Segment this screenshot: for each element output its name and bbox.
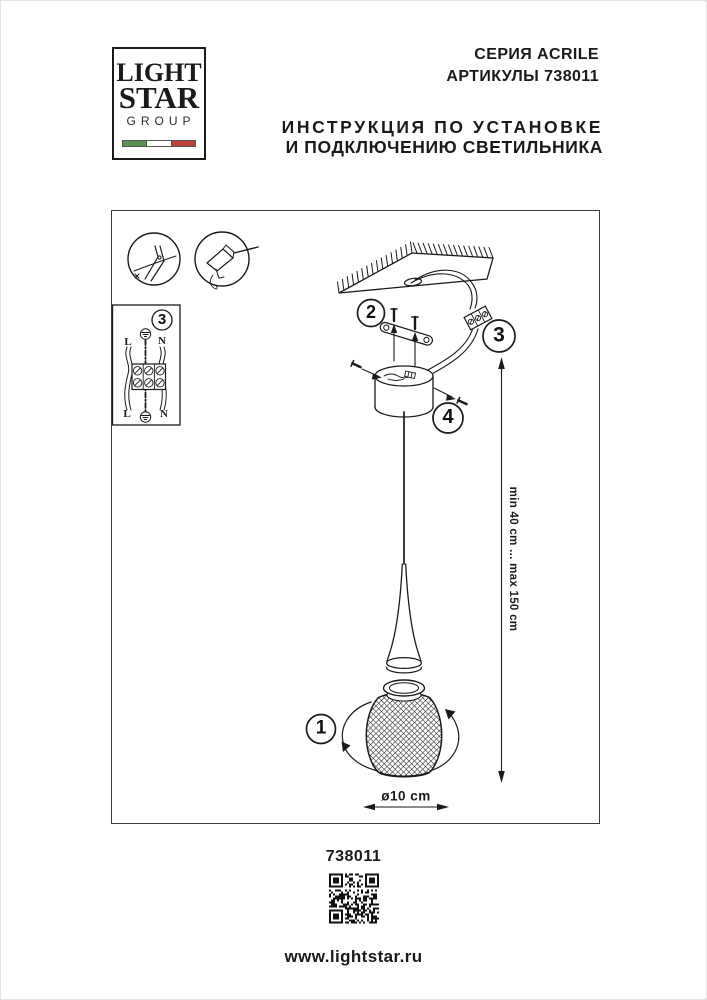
qr-code [327, 871, 381, 926]
wiring-label-l-top: L [124, 336, 132, 348]
canopy [375, 366, 433, 417]
wiring-diagram [113, 305, 181, 425]
height-dimension-label: min 40 cm ... max 150 cm [507, 486, 519, 632]
callout-4-number: 4 [442, 406, 454, 429]
flag-red [172, 141, 195, 146]
flag-green [123, 141, 146, 146]
installation-diagram [111, 210, 600, 824]
mounting-bracket [379, 321, 433, 346]
diagram-artwork [112, 211, 599, 823]
title-line-1: ИНСТРУКЦИЯ ПО УСТАНОВКЕ [281, 117, 603, 137]
lamp-holder [387, 564, 422, 673]
flag-white [146, 141, 171, 146]
wire-stripper-icon [128, 233, 180, 285]
articles-label: АРТИКУЛЫ 738011 [446, 68, 599, 85]
wiring-callout-3-number: 3 [157, 311, 167, 329]
height-dimension [498, 357, 505, 783]
callout-1-number: 1 [315, 717, 327, 739]
lamp-shade [366, 680, 441, 777]
logo-word-group: GROUP [126, 114, 196, 128]
series-block [446, 44, 599, 88]
wiring-label-n-bottom: N [160, 408, 168, 420]
callout-3-number: 3 [493, 323, 505, 347]
logo-word-light: LIGHT [116, 58, 202, 87]
callout-2-number: 2 [365, 302, 377, 323]
title-line-2: И ПОДКЛЮЧЕНИЮ СВЕТИЛЬНИКА [285, 137, 603, 157]
lightstar-logo [112, 47, 206, 160]
italian-flag-stripe [122, 140, 196, 147]
diameter-dimension [363, 804, 449, 810]
terminal-block [132, 364, 166, 390]
article-number: 738011 [325, 848, 382, 865]
series-label: СЕРИЯ ACRILE [474, 46, 599, 63]
ceiling [338, 242, 494, 293]
logo-word-star: STAR [118, 80, 200, 115]
canopy-screw-left [351, 361, 382, 380]
wiring-label-n-top: N [158, 335, 166, 347]
drill-icon [195, 232, 258, 289]
website-url: www.lightstar.ru [284, 947, 423, 966]
diameter-label: ø10 cm [381, 788, 431, 804]
mains-wires [410, 270, 478, 384]
wiring-label-l-bottom: L [123, 408, 131, 420]
bracket-screw-right [412, 317, 418, 369]
page-title [282, 117, 603, 157]
